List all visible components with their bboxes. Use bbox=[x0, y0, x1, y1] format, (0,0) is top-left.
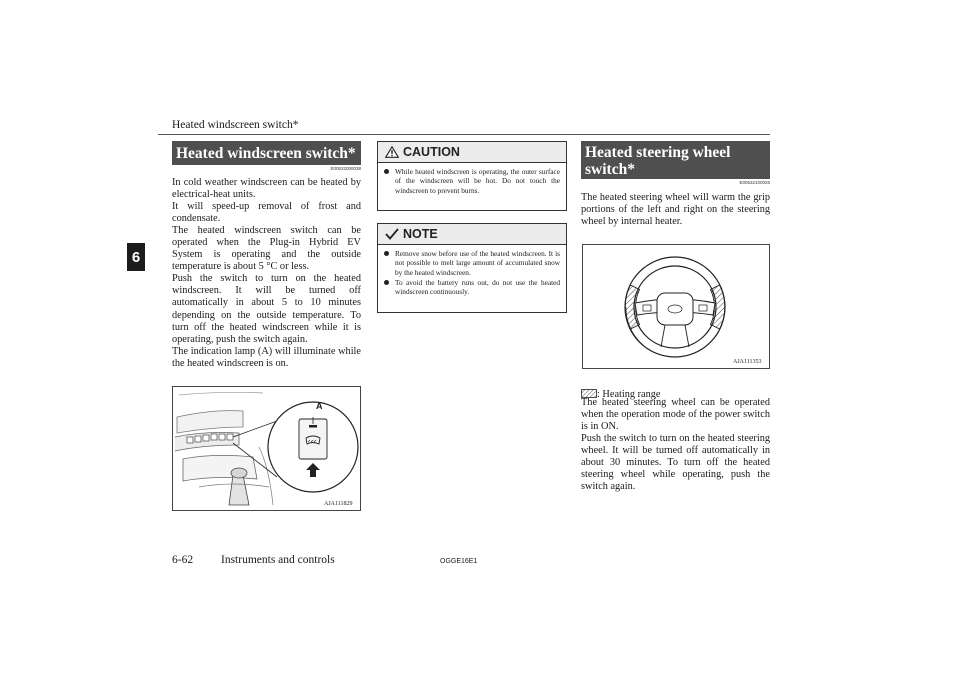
header-rule bbox=[158, 134, 770, 135]
note-label: NOTE bbox=[403, 227, 438, 241]
dashboard-illustration bbox=[173, 387, 360, 510]
note-list bbox=[384, 249, 560, 296]
page-number: 6-62 bbox=[172, 554, 194, 566]
warning-triangle-icon bbox=[385, 146, 399, 158]
legend-text: : Heating range bbox=[597, 389, 661, 400]
chapter-tab: 6 bbox=[127, 243, 145, 271]
note-box bbox=[377, 223, 567, 313]
paragraph: In cold weather windscreen can be heated by electrical-heat units. bbox=[172, 177, 361, 201]
section-title-heated-steering-wheel bbox=[581, 141, 770, 179]
right-intro-text bbox=[581, 192, 770, 228]
paragraph: Push the switch to turn on the heated steering wheel. It will be turned off automatically in about 30 minutes. To turn off the heated steering wheel while operating, push the switch again. bbox=[581, 433, 770, 493]
figure-code: AJA111353 bbox=[733, 359, 762, 365]
title-line: switch* bbox=[585, 161, 635, 178]
paragraph: The heated windscreen switch can be operated when the Plug-in Hybrid EV System is operating and the outside temperature is about 5 °C or less. bbox=[172, 225, 361, 273]
caution-header bbox=[378, 142, 566, 163]
paragraph: It will speed-up removal of frost and condensate. bbox=[172, 201, 361, 225]
section-code: E00532000038 bbox=[330, 166, 361, 171]
figure-steering-wheel bbox=[582, 244, 770, 369]
caution-box bbox=[377, 141, 567, 211]
figure-windscreen-switch bbox=[172, 386, 361, 511]
list-item: While heated windscreen is operating, the outer surface of the windscreen will be hot. Do not touch the windscreen to prevent burns. bbox=[384, 167, 560, 195]
steering-wheel-illustration bbox=[583, 245, 769, 368]
list-item: Remove snow before use of the heated windscreen. It is not possible to melt large amount of accumulated snow by the heated windscreen. bbox=[384, 249, 560, 277]
paragraph: The heated steering wheel will warm the grip portions of the left and right on the steering wheel by internal heater. bbox=[581, 192, 770, 228]
caution-list bbox=[384, 167, 560, 195]
section-code: E00532100026 bbox=[739, 180, 770, 185]
figure-code: AJA111829 bbox=[324, 501, 353, 507]
paragraph: The indication lamp (A) will illuminate while the heated windscreen is on. bbox=[172, 345, 361, 369]
section-title-heated-windscreen: Heated windscreen switch* bbox=[172, 141, 361, 165]
left-body-text bbox=[172, 177, 361, 370]
figure-label-a: A bbox=[316, 401, 323, 411]
list-item: To avoid the battery runs out, do not use the heated windscreen continuously. bbox=[384, 278, 560, 297]
title-line: Heated steering wheel bbox=[585, 144, 731, 161]
footer-section-name: Instruments and controls bbox=[221, 554, 335, 566]
right-body-text bbox=[581, 397, 770, 493]
running-header: Heated windscreen switch* bbox=[172, 119, 299, 131]
caution-label: CAUTION bbox=[403, 145, 460, 159]
note-header bbox=[378, 224, 566, 245]
checkmark-icon bbox=[385, 228, 399, 240]
paragraph: The heated steering wheel can be operated when the operation mode of the power switch is in ON. bbox=[581, 397, 770, 433]
paragraph: Push the switch to turn on the heated windscreen. It will be turned off automatically in about 5 to 10 minutes depending on the outside temperature. To turn off the heated windscreen while it is operating, push the switch again. bbox=[172, 273, 361, 345]
document-code: OGGE16E1 bbox=[440, 558, 478, 565]
